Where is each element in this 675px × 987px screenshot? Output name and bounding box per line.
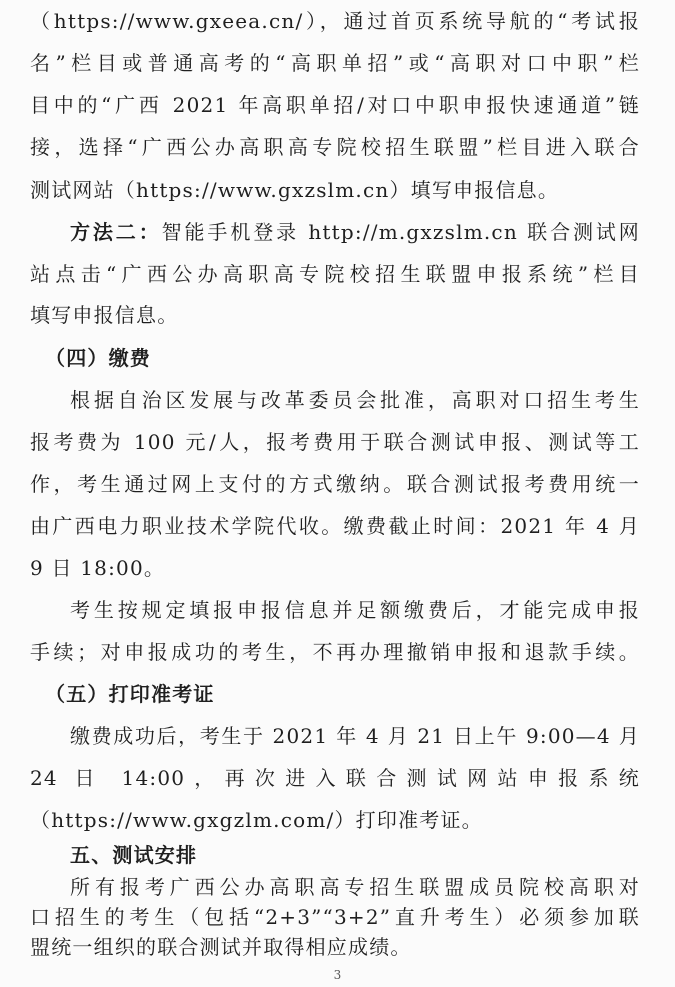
section-heading-admission-ticket: （五）打印准考证 [45,682,215,706]
text-line-23: 口招生的考生（包括“2+3”“3+2”直升考生）必须参加联 [30,905,640,929]
text-line-7: 站点击“广西公办高职高专院校招生联盟申报系统”栏目 [30,262,640,286]
section-heading-payment: （四）缴费 [45,346,151,370]
text-line-2: 名”栏目或普通高考的“高职单招”或“高职对口中职”栏 [30,51,640,75]
text-line-10: 根据自治区发展与改革委员会批准，高职对口招生考生 [70,388,640,412]
text-line-19: 24 日 14:00，再次进入联合测试网站申报系统 [30,766,640,790]
text-line-14: 9 日 18:00。 [30,556,166,580]
text-line-16: 手续；对申报成功的考生，不再办理撤销申报和退款手续。 [30,640,640,664]
text-line-8: 填写申报信息。 [30,303,179,327]
page-number: 3 [333,968,342,982]
text-line-3: 目中的“广西 2021 年高职单招/对口中职申报快速通道”链 [30,93,640,117]
text-line-4: 接，选择“广西公办高职高专院校招生联盟”栏目进入联合 [30,135,640,159]
text-line-18: 缴费成功后，考生于 2021 年 4 月 21 日上午 9:00—4 月 [70,724,640,748]
method-two-line [70,217,640,247]
text-line-5: 测试网站（https://www.gxzslm.cn）填写申报信息。 [30,178,560,202]
method-two-label: 方法二： [70,220,162,244]
text-line-24: 盟统一组织的联合测试并取得相应成绩。 [30,935,412,959]
section-heading-test-arrangement: 五、测试安排 [70,843,198,867]
text-line-13: 由广西电力职业技术学院代收。缴费截止时间：2021 年 4 月 [30,514,640,538]
text-line-20: （https://www.gxgzlm.com/）打印准考证。 [30,808,483,832]
text-line-12: 作，考生通过网上支付的方式缴纳。联合测试报考费用统一 [30,472,640,496]
text-line-15: 考生按规定填报申报信息并足额缴费后，才能完成申报 [70,598,640,622]
text-line-22: 所有报考广西公办高职高专招生联盟成员院校高职对 [70,875,640,899]
method-two-text: 智能手机登录 http://m.gxzslm.cn 联合测试网 [161,220,640,244]
text-line-11: 报考费为 100 元/人，报考费用于联合测试申报、测试等工 [30,430,640,454]
text-line-1: （https://www.gxeea.cn/），通过首页系统导航的“考试报 [30,9,640,33]
